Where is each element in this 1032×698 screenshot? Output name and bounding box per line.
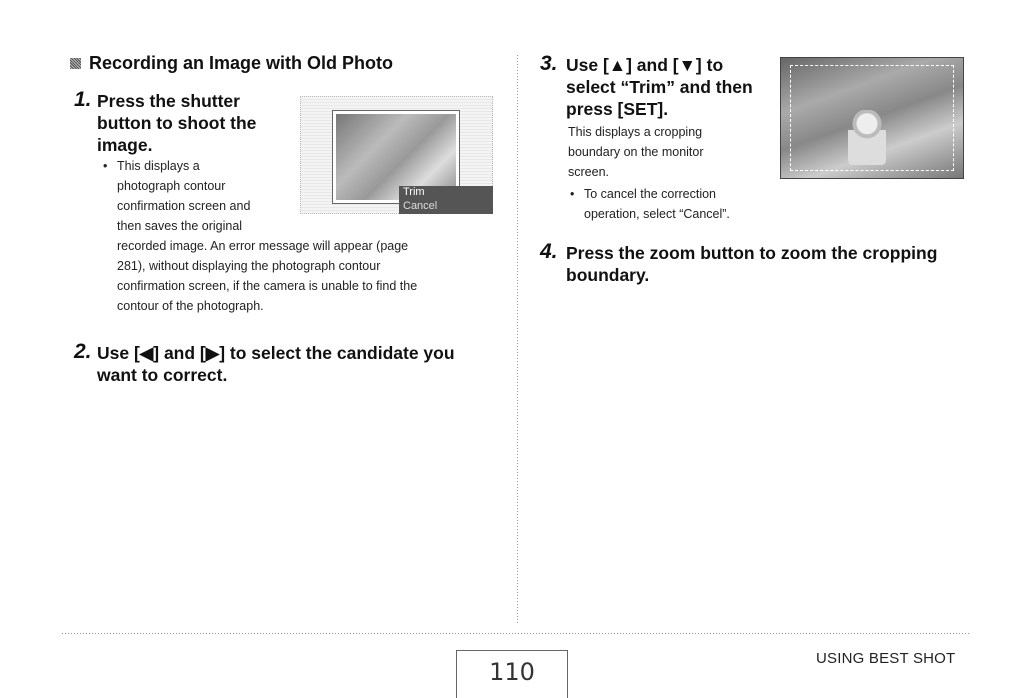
- step-1-title-line: button to shoot the: [97, 113, 257, 133]
- step-4-title-line: boundary.: [566, 265, 650, 285]
- step-2-title: [97, 342, 455, 386]
- section-square-icon: [70, 58, 81, 69]
- step-4-title-line: Press the zoom button to zoom the cropping: [566, 243, 938, 263]
- step-3-title-line: Use [▲] and [▼] to: [566, 55, 724, 75]
- section-title: Recording an Image with Old Photo: [89, 53, 394, 73]
- bullet-line: operation, select “Cancel”.: [584, 207, 730, 221]
- cropping-boundary: [790, 65, 954, 171]
- bullet-line: photograph contour: [117, 179, 226, 193]
- page-number: 110: [489, 658, 535, 686]
- step-3-title-line: press [SET].: [566, 99, 669, 119]
- step-2-number: 2.: [74, 340, 92, 363]
- step-3-bullet: [570, 184, 730, 224]
- footer-divider: [62, 633, 970, 634]
- body-line: This displays a cropping: [568, 125, 703, 139]
- bullet-dot-icon: •: [570, 187, 575, 201]
- step-4-number: 4.: [540, 240, 558, 263]
- bullet-line: then saves the original: [117, 219, 243, 233]
- bullet-line: contour of the photograph.: [117, 299, 264, 313]
- section-heading: [70, 53, 393, 74]
- bullet-line: confirmation screen and: [117, 199, 251, 213]
- step-3-number: 3.: [540, 52, 558, 75]
- step-2-title-line: want to correct.: [97, 365, 228, 385]
- step-1-title-line: Press the shutter: [97, 91, 240, 111]
- bullet-dot-icon: •: [103, 159, 108, 173]
- menu-item-cancel: Cancel: [403, 200, 438, 212]
- step-3-body: [568, 122, 704, 182]
- body-line: screen.: [568, 165, 609, 179]
- chapter-label: USING BEST SHOT: [816, 650, 956, 667]
- step-3-title-line: select “Trim” and then: [566, 77, 753, 97]
- step-1-title-line: image.: [97, 135, 153, 155]
- bullet-text: To cancel the correction: [584, 187, 717, 201]
- step-4-title: [566, 242, 937, 286]
- menu-item-trim: Trim: [403, 186, 425, 198]
- step-2-title-line: Use [◀] and [▶] to select the candidate you: [97, 343, 455, 363]
- step-1-number: 1.: [74, 88, 92, 111]
- bullet-line: [570, 184, 730, 204]
- step-3-title: [566, 54, 753, 120]
- step-1-title: [97, 90, 256, 156]
- bullet-line: 281), without displaying the photograph contour: [117, 259, 381, 273]
- bullet-text: This displays a: [117, 159, 200, 173]
- column-divider: [517, 55, 518, 625]
- body-line: boundary on the monitor: [568, 145, 704, 159]
- bullet-line: confirmation screen, if the camera is unable to find the: [117, 279, 418, 293]
- bullet-line: recorded image. An error message will appear (page: [117, 239, 409, 253]
